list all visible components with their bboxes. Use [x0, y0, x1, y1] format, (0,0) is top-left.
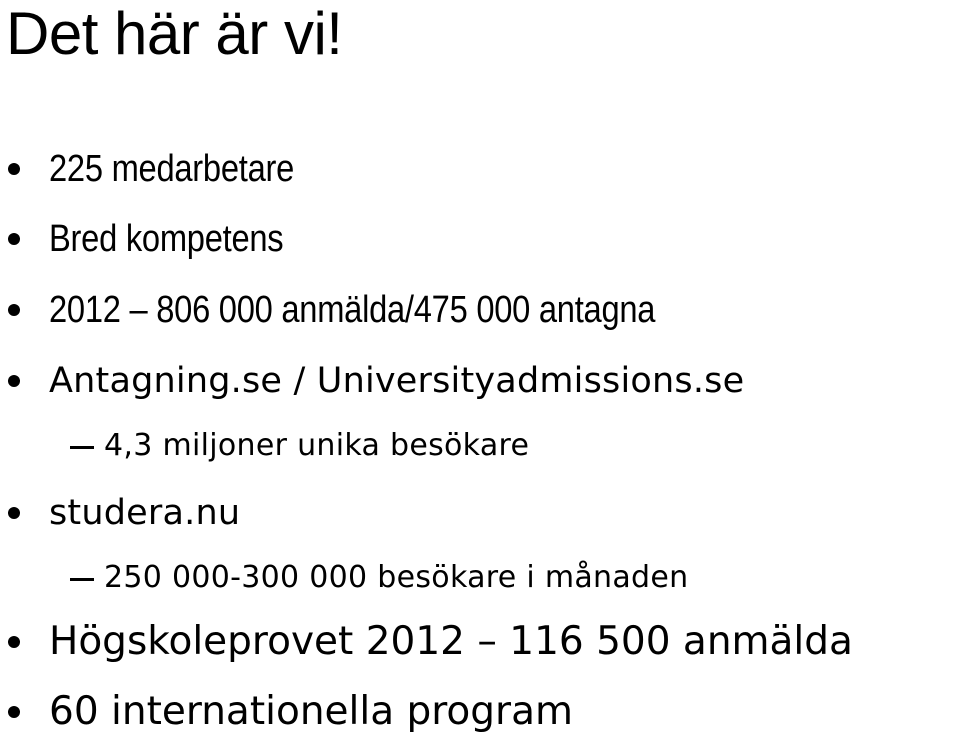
bullet-dot-icon: [8, 636, 20, 648]
bullet-dot-icon: [8, 507, 20, 519]
sub-item-text: 4,3 miljoner unika besökare: [104, 428, 530, 463]
bullet-dot-icon: [8, 706, 20, 718]
dash-icon: [70, 446, 94, 449]
sub-item-text: 250 000-300 000 besökare i månaden: [104, 560, 689, 595]
bullet-text: 2012 – 806 000 anmälda/475 000 antagna: [49, 289, 656, 331]
bullet-text: 60 internationella program: [49, 689, 573, 734]
bullet-text: Högskoleprovet 2012 – 116 500 anmälda: [49, 619, 853, 664]
bullet-text: 225 medarbetare: [49, 148, 295, 190]
bullet-dot-icon: [8, 304, 20, 316]
bullet-dot-icon: [8, 233, 20, 245]
bullet-dot-icon: [8, 375, 20, 387]
bullet-text: Bred kompetens: [49, 218, 284, 260]
bullet-text: Antagning.se / Universityadmissions.se: [49, 361, 745, 401]
dash-icon: [70, 578, 94, 581]
bullet-dot-icon: [8, 163, 20, 175]
bullet-text: studera.nu: [49, 493, 241, 533]
slide-title: Det här är vi!: [6, 0, 343, 67]
